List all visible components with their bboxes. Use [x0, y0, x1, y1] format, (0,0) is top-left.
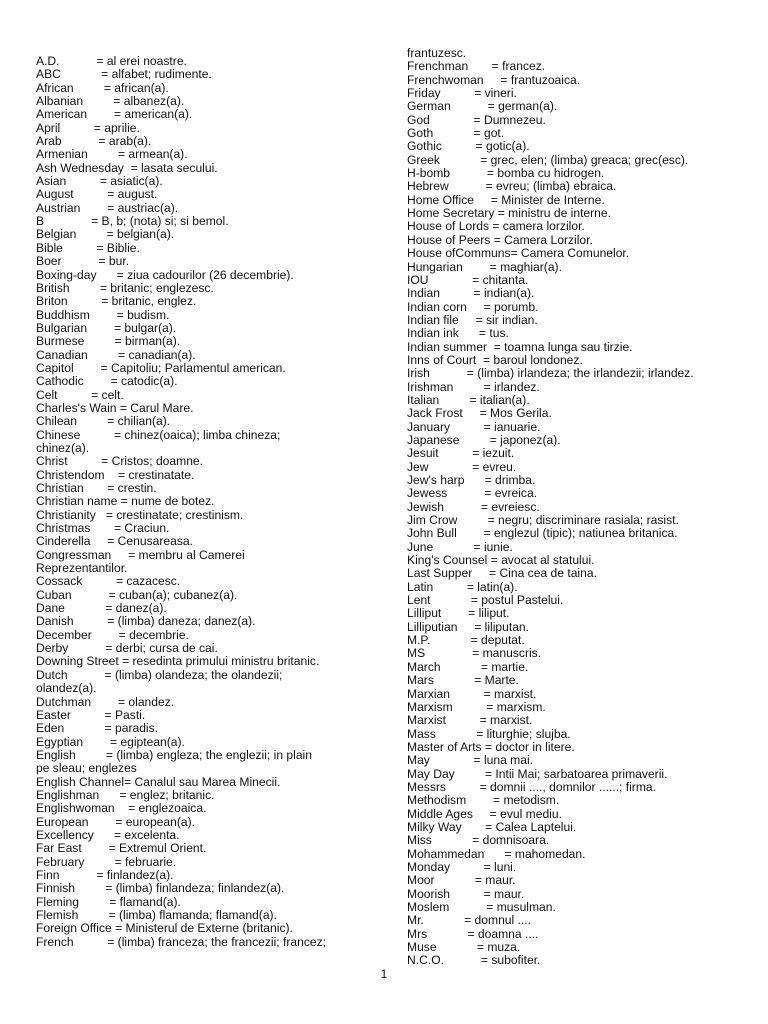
entry-line: Chilean = chilian(a). [36, 414, 171, 429]
entry-line: Albanian = albanez(a). [36, 94, 185, 109]
entry-line: Flemish = (limba) flamanda; flamand(a). [36, 908, 277, 922]
entry-line: June = iunie. [407, 539, 513, 554]
entry-line: Bible = Biblie. [36, 240, 140, 255]
entry-line: Christendom = crestinatate. [36, 467, 195, 482]
left-column [36, 55, 372, 949]
entry-line: Indian ink = tus. [407, 326, 509, 341]
entry-line: January = ianuarie. [407, 419, 541, 434]
entry-line: King's Counsel = avocat al statului. [407, 553, 595, 568]
entry-line: A.D. = al erei noastre. [36, 54, 187, 68]
entry-line: Mr. = domnul .... [407, 913, 532, 928]
entry-line: Christmas = Craciun. [36, 521, 170, 536]
entry-line: Danish = (limba) daneza; danez(a). [36, 614, 256, 629]
right-column [407, 47, 759, 968]
entry-line: American = american(a). [36, 107, 193, 122]
entry-line: Boer = bur. [36, 254, 130, 269]
entry-line: Hebrew = evreu; (limba) ebraica. [407, 179, 617, 194]
entry-line: Derby = derbi; cursa de cai. [36, 641, 218, 656]
entry-line: Fleming = flamand(a). [36, 894, 181, 909]
entry-line: N.C.O. = subofiter. [407, 953, 541, 968]
entry-line: Middle Ages = evul mediu. [407, 806, 562, 821]
entry-line: Egyptian = egiptean(a). [36, 734, 185, 749]
entry-line: Lent = postul Pastelui. [407, 593, 564, 608]
entry-line: Lilliputian = liliputan. [407, 619, 530, 634]
entry-line: March = martie. [407, 659, 529, 674]
entry-line: House ofCommuns= Camera Comunelor. [407, 246, 630, 261]
entry-line: Dane = danez(a). [36, 601, 167, 616]
entry-line: British = britanic; englezesc. [36, 280, 214, 295]
entry-line: Moorish = maur. [407, 886, 525, 901]
entry-line: Last Supper = Cina cea de taina. [407, 566, 597, 581]
entry-line: Master of Arts = doctor in litere. [407, 739, 575, 754]
entry-line: Mohammedan = mahomedan. [407, 846, 586, 861]
entry-line: IOU = chitanta. [407, 272, 529, 287]
entry-line: Eden = paradis. [36, 721, 159, 736]
entry-line: Jewish = evreiesc. [407, 499, 540, 514]
entry-line: Indian = indian(a). [407, 286, 535, 301]
entry-line: Burmese = birman(a). [36, 334, 181, 349]
entry-line: Gothic = gotic(a). [407, 139, 530, 154]
entry-line: Easter = Pasti. [36, 707, 146, 722]
entry-line: Mass = liturghie; slujba. [407, 726, 571, 741]
entry-line: Dutch = (limba) olandeza; the olandezii; [36, 667, 283, 682]
entry-line: Moslem = musulman. [407, 900, 556, 914]
entry-line: Armenian = armean(a). [36, 147, 188, 162]
entry-line: Finn = finlandez(a). [36, 867, 174, 882]
entry-line: Christian name = nume de botez. [36, 494, 215, 509]
entry-line: European = european(a). [36, 814, 196, 829]
entry-line: Muse = muza. [407, 940, 521, 955]
entry-line: Jack Frost = Mos Gerila. [407, 406, 552, 421]
entry-line: February = februarie. [36, 854, 177, 869]
entry-line: Irish = (limba) irlandeza; the irlandezii; irlandez. [407, 366, 694, 381]
entry-line: German = german(a). [407, 99, 558, 114]
entry-line: Belgian = belgian(a). [36, 227, 175, 242]
entry-line: Greek = grec, elen; (limba) greaca; grec(esc). [407, 152, 689, 167]
entry-line: Buddhism = budism. [36, 307, 170, 322]
entry-line: Marxian = marxist. [407, 686, 537, 701]
entry-line: Frenchwoman = frantuzoaica. [407, 72, 581, 87]
entry-line: Home Office = Minister de Interne. [407, 192, 605, 207]
entry-line: French = (limba) franceza; the francezii; francez; [36, 934, 327, 949]
entry-line: Irishman = irlandez. [407, 379, 540, 394]
entry-line: Mars = Marte. [407, 673, 519, 688]
entry-line: M.P. = deputat. [407, 633, 525, 648]
entry-line: Asian = asiatic(a). [36, 174, 163, 189]
entry-line: H-bomb = bomba cu hidrogen. [407, 166, 605, 181]
entry-line: African = african(a). [36, 80, 169, 95]
entry-line: olandez(a). [36, 681, 97, 696]
entry-line: Cathodic = catodic(a). [36, 374, 178, 389]
entry-line: Jim Crow = negru; discriminare rasiala; rasist. [407, 513, 679, 528]
entry-line: Mrs = doamna .... [407, 926, 539, 941]
entry-line: Moor = maur. [407, 873, 516, 888]
entry-line: Briton = britanic, englez. [36, 294, 197, 309]
entry-line: Downing Street = resedinta primului ministru britanic. [36, 654, 320, 669]
entry-line: MS = manuscris. [407, 646, 542, 661]
entry-line: Englishwoman = englezoaica. [36, 801, 207, 816]
entry-line: Indian file = sir indian. [407, 312, 538, 327]
entry-line: frantuzesc. [407, 46, 467, 60]
entry-line: Foreign Office = Ministerul de Externe (britanic). [36, 921, 293, 936]
entry-line: Chinese = chinez(oaica); limba chineza; [36, 427, 281, 442]
entry-line: Englishman = englez; britanic. [36, 787, 215, 802]
entry-line: Latin = latin(a). [407, 579, 518, 594]
entry-line: Celt = celt. [36, 387, 124, 402]
entry-line: Jewess = evreica. [407, 486, 538, 501]
entry-line: Jesuit = iezuit. [407, 446, 515, 461]
entry-line: John Bull = englezul (tipic); natiunea britanica. [407, 526, 678, 541]
entry-line: Arab = arab(a). [36, 134, 152, 149]
entry-line: Jew = evreu. [407, 459, 517, 474]
entry-line: English = (limba) engleza; the englezii; in plain [36, 747, 312, 762]
entry-line: Finnish = (limba) finlandeza; finlandez(a). [36, 881, 285, 896]
entry-line: House of Peers = Camera Lorzilor. [407, 232, 593, 247]
entry-line: pe sleau; englezes [36, 761, 137, 776]
entry-line: House of Lords = camera lorzilor. [407, 219, 585, 234]
entry-line: Cuban = cuban(a); cubanez(a). [36, 587, 238, 602]
entry-line: Christianity = crestinatate; crestinism. [36, 507, 244, 522]
entry-line: Christ = Cristos; doamne. [36, 454, 204, 469]
entry-line: August = august. [36, 187, 158, 202]
entry-line: Indian corn = porumb. [407, 299, 539, 314]
entry-line: Boxing-day = ziua cadourilor (26 decembrie). [36, 267, 294, 282]
entry-line: Hungarian = maghiar(a). [407, 259, 562, 274]
entry-line: Capitol = Capitoliu; Parlamentul american. [36, 360, 286, 375]
entry-line: Monday = luni. [407, 859, 517, 874]
entry-line: Japanese = japonez(a). [407, 432, 561, 447]
entry-line: Cossack = cazacesc. [36, 574, 181, 589]
entry-line: Marxist = marxist. [407, 713, 533, 728]
entry-line: Excellency = excelenta. [36, 827, 180, 842]
entry-line: God = Dumnezeu. [407, 112, 546, 127]
entry-line: December = decembrie. [36, 627, 189, 642]
entry-line: Milky Way = Calea Laptelui. [407, 819, 577, 834]
entry-line: Messrs = domnii ...., domnilor ......; firma. [407, 779, 656, 794]
entry-line: Bulgarian = bulgar(a). [36, 320, 177, 335]
entry-line: Marxism = marxism. [407, 699, 546, 714]
entry-line: ABC = alfabet; rudimente. [36, 67, 212, 82]
entry-line: Frenchman = francez. [407, 59, 546, 74]
entry-line: chinez(a). [36, 440, 90, 455]
entry-line: May = luna mai. [407, 753, 534, 768]
entry-line: Ash Wednesday = lasata secului. [36, 160, 218, 175]
entry-line: Inns of Court = baroul londonez. [407, 352, 583, 367]
entry-line: Methodism = metodism. [407, 793, 560, 808]
page-number: 1 [380, 967, 388, 981]
entry-line: Goth = got. [407, 126, 505, 141]
entry-line: Jew's harp = drimba. [407, 473, 536, 487]
entry-line: April = aprilie. [36, 120, 140, 135]
entry-line: Home Secretary = ministru de interne. [407, 206, 611, 221]
entry-line: Congressman = membru al Camerei [36, 547, 245, 562]
entry-line: Dutchman = olandez. [36, 694, 175, 709]
entry-line: B = B, b; (nota) si; si bemol. [36, 214, 229, 229]
entry-line: Christian = crestin. [36, 481, 157, 495]
entry-line: Cinderella = Cenusareasa. [36, 534, 193, 549]
entry-line: Reprezentantilor. [36, 561, 128, 576]
entry-line: Canadian = canadian(a). [36, 347, 196, 362]
entry-line: Indian summer = toamna lunga sau tirzie. [407, 339, 633, 354]
entry-line: Miss = domnisoara. [407, 833, 550, 848]
entry-line: Charles's Wain = Carul Mare. [36, 400, 194, 415]
entry-line: Far East = Extremul Orient. [36, 841, 207, 856]
entry-line: Lilliput = liliput. [407, 606, 510, 621]
entry-line: May Day = Intii Mai; sarbatoarea primaverii. [407, 766, 668, 781]
entry-line: Friday = vineri. [407, 86, 517, 101]
entry-line: English Channel= Canalul sau Marea Minecii. [36, 774, 281, 789]
entry-line: Italian = italian(a). [407, 392, 530, 407]
entry-line: Austrian = austriac(a). [36, 200, 179, 215]
